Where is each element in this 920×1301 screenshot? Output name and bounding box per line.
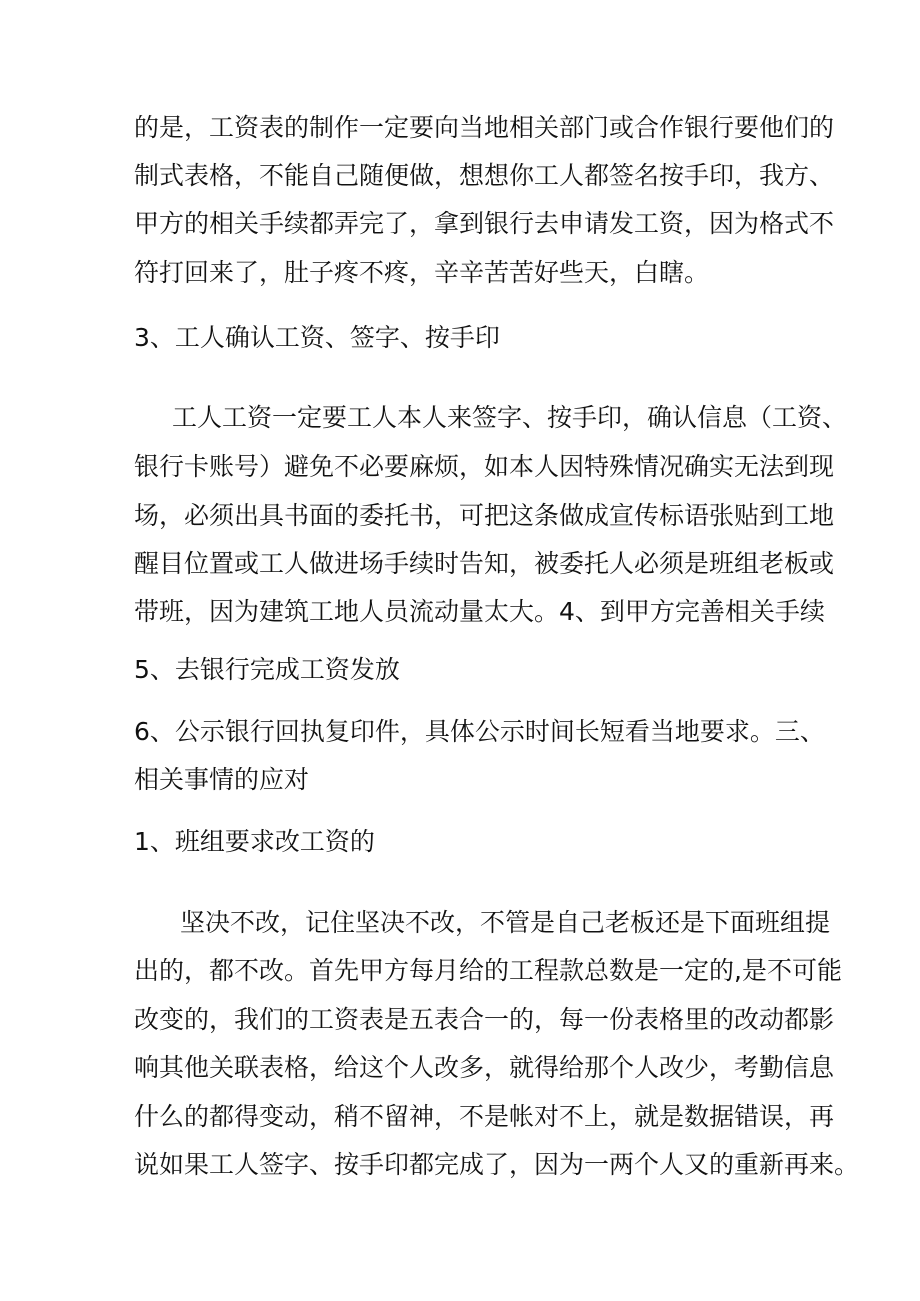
- paragraph-line: 甲方的相关手续都弄完了，拿到银行去申请发工资，因为格式不: [134, 209, 835, 238]
- paragraph-line: 说如果工人签字、按手印都完成了，因为一两个人又的重新再来。: [134, 1150, 860, 1179]
- paragraph-line: 的是，工资表的制作一定要向当地相关部门或合作银行要他们的: [134, 113, 835, 142]
- paragraph-line: 符打回来了，肚子疼不疼，辛辛苦苦好些天，白瞎。: [134, 258, 710, 287]
- section-heading-3: 3、工人确认工资、签字、按手印: [134, 323, 500, 352]
- paragraph-line: 醒目位置或工人做进场手续时告知，被委托人必须是班组老板或: [134, 549, 835, 578]
- paragraph-line: 响其他关联表格，给这个人改多，就得给那个人改少，考勤信息: [134, 1053, 835, 1082]
- paragraph-line: 什么的都得变动，稍不留神，不是帐对不上，就是数据错误，再: [134, 1102, 835, 1131]
- paragraph-line: 带班，因为建筑工地人员流动量太大。4、到甲方完善相关手续: [134, 597, 825, 626]
- subsection-heading-1: 1、班组要求改工资的: [134, 827, 375, 856]
- paragraph-line: 改变的，我们的工资表是五表合一的，每一份表格里的改动都影: [134, 1005, 835, 1034]
- paragraph-line: 工人工资一定要工人本人来签字、按手印，确认信息（工资、: [172, 403, 848, 432]
- paragraph-line: 出的，都不改。首先甲方每月给的工程款总数是一定的,是不可能: [134, 956, 842, 985]
- paragraph-line: 场，必须出具书面的委托书，可把这条做成宣传标语张贴到工地: [134, 501, 835, 530]
- section-heading-6-cont: 相关事情的应对: [134, 765, 310, 794]
- paragraph-line: 银行卡账号）避免不必要麻烦，如本人因特殊情况确实无法到现: [134, 452, 835, 481]
- paragraph-line: 坚决不改，记住坚决不改，不管是自己老板还是下面班组提: [180, 908, 831, 937]
- section-heading-5: 5、去银行完成工资发放: [134, 655, 400, 684]
- section-heading-6: 6、公示银行回执复印件，具体公示时间长短看当地要求。三、: [134, 717, 825, 746]
- paragraph-line: 制式表格，不能自己随便做，想想你工人都签名按手印，我方、: [134, 161, 835, 190]
